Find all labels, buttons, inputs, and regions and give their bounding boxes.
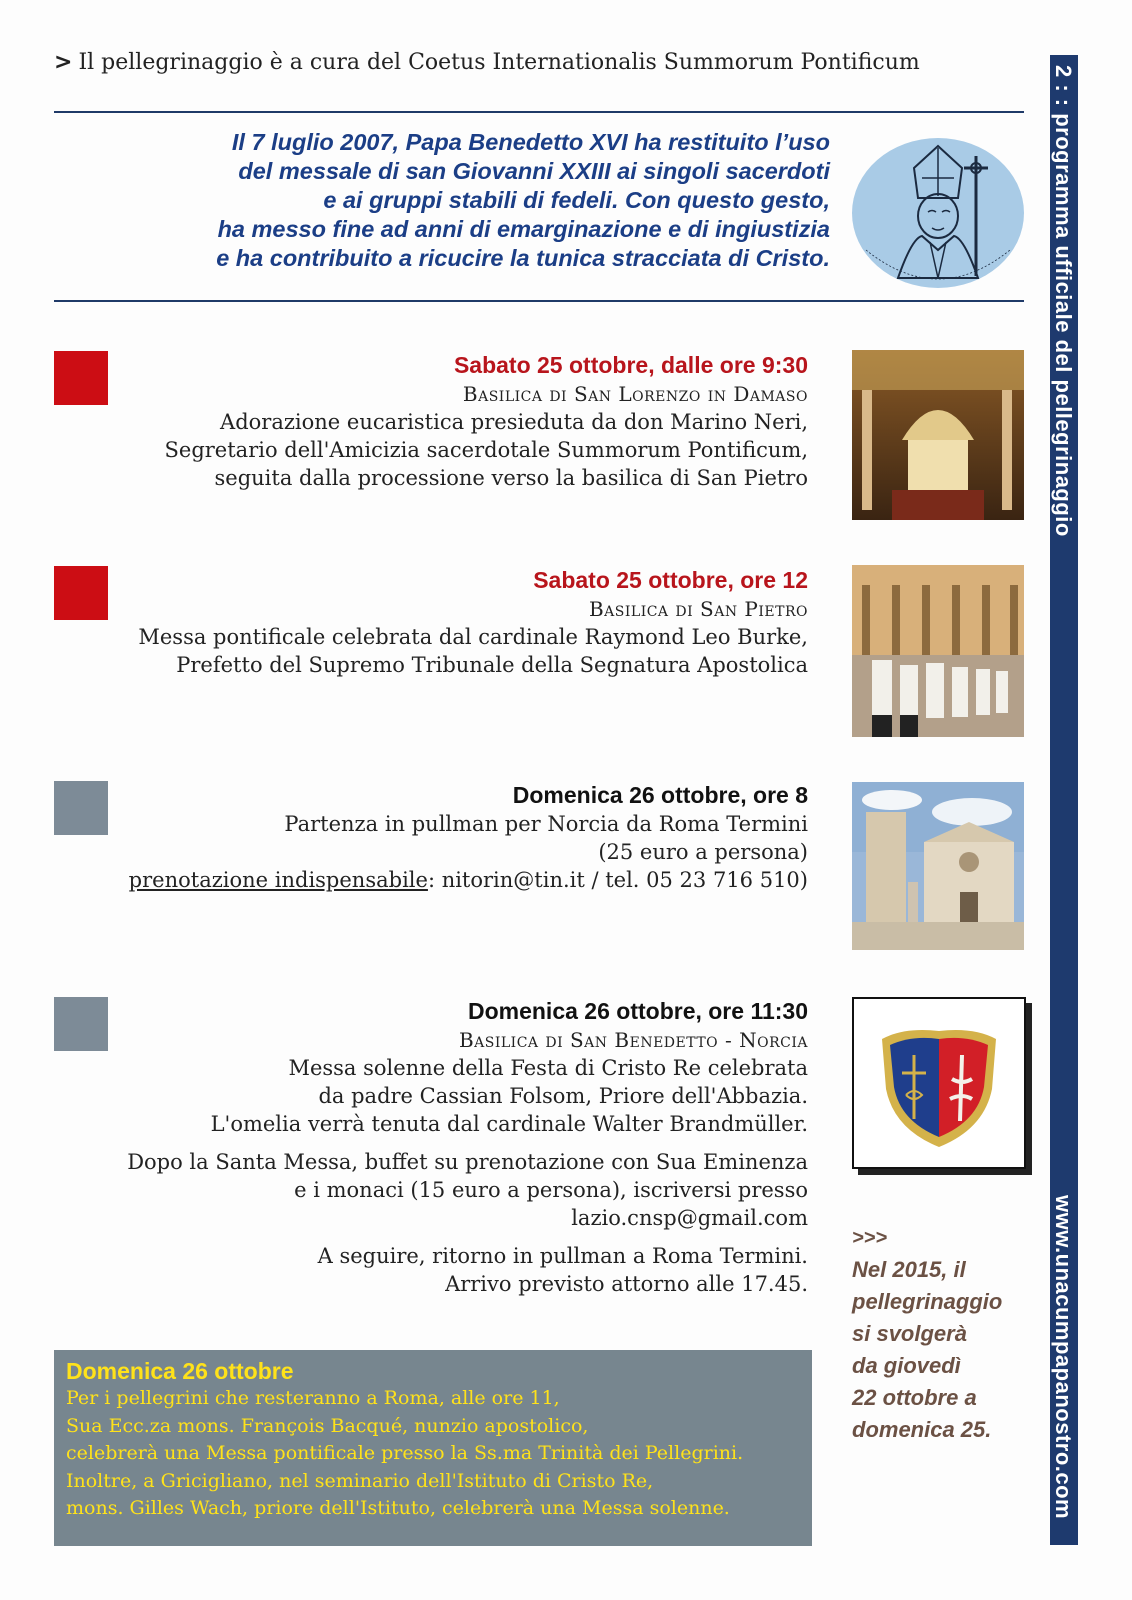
quote-line: del messale di san Giovanni XXIII ai singoli sacerdoti <box>238 158 830 184</box>
quote-line: e ai gruppi stabili di fedeli. Con questo gesto, <box>323 187 830 213</box>
event-line: Partenza in pullman per Norcia da Roma Termini <box>284 812 808 836</box>
event-heading: Sabato 25 ottobre, ore 12 <box>533 567 808 593</box>
event-marker-red <box>54 566 108 620</box>
event-line: Messa solenne della Festa di Cristo Re celebrata <box>288 1056 808 1080</box>
event-line: L'omelia verrà tenuta dal cardinale Walter Brandmüller. <box>210 1112 808 1136</box>
quote-line: ha messo fine ad anni di emarginazione e di ingiustizia <box>217 216 830 242</box>
intro-text: Il pellegrinaggio è a cura del Coetus Internationalis Summorum Pontificum <box>78 50 920 75</box>
event-line: e i monaci (15 euro a persona), iscriversi presso <box>294 1178 808 1202</box>
pope-medal-icon <box>852 138 1024 288</box>
note-line: pellegrinaggio <box>852 1289 1003 1314</box>
event-line: da padre Cassian Folsom, Priore dell'Abbazia. <box>318 1084 808 1108</box>
event-1 <box>165 350 808 492</box>
event-line: Arrivo previsto attorno alle 17.45. <box>445 1272 808 1296</box>
note-2015 <box>852 1222 1022 1446</box>
coat-of-arms-shield-icon <box>854 999 1024 1167</box>
box-line: celebrerà una Messa pontificale presso la Ss.ma Trinità dei Pellegrini. <box>66 1442 744 1464</box>
event-4 <box>127 996 808 1298</box>
box-title: Domenica 26 ottobre <box>66 1358 294 1384</box>
norcia-piazza-photo <box>852 782 1024 950</box>
note-line: si svolgerà <box>852 1321 967 1346</box>
event-3 <box>129 780 808 894</box>
quote-line: e ha contribuito a ricucire la tunica stracciata di Cristo. <box>216 245 830 271</box>
rome-info-box <box>54 1350 812 1546</box>
event-marker-red <box>54 351 108 405</box>
note-marker: >>> <box>852 1227 888 1249</box>
event-heading: Domenica 26 ottobre, ore 11:30 <box>467 998 808 1024</box>
event-marker-grey <box>54 997 108 1051</box>
intro-line <box>54 50 920 75</box>
coat-of-arms-frame <box>852 997 1026 1169</box>
event-line: Dopo la Santa Messa, buffet su prenotazione con Sua Eminenza <box>127 1150 808 1174</box>
sidebar-program-title: 2 : : programma ufficiale del pellegrinaggio <box>1051 65 1076 537</box>
event-heading: Sabato 25 ottobre, dalle ore 9:30 <box>453 352 808 378</box>
sidebar-band <box>1050 55 1078 1545</box>
event-marker-grey <box>54 781 108 835</box>
event-line: Adorazione eucaristica presieduta da don Marino Neri, <box>220 410 808 434</box>
event-venue: Basilica di San Lorenzo in Damaso <box>462 382 808 406</box>
note-line: da giovedì <box>852 1353 961 1378</box>
box-line: Inoltre, a Gricigliano, nel seminario dell'Istituto di Cristo Re, <box>66 1469 654 1492</box>
event-line: A seguire, ritorno in pullman a Roma Termini. <box>317 1244 808 1268</box>
quote-divider <box>54 300 1024 302</box>
event-booking <box>129 866 808 894</box>
note-line: 22 ottobre a <box>852 1385 977 1410</box>
note-line: domenica 25. <box>852 1417 992 1442</box>
box-line: Per i pellegrini che resteranno a Roma, alle ore 11, <box>66 1387 560 1409</box>
event-line: (25 euro a persona) <box>598 840 808 864</box>
event-venue: Basilica di San Pietro <box>588 597 808 621</box>
booking-contact: : nitorin@tin.it / tel. 05 23 716 510) <box>427 868 808 892</box>
event-venue: Basilica di San Benedetto - Norcia <box>458 1028 808 1052</box>
event-heading: Domenica 26 ottobre, ore 8 <box>512 782 808 808</box>
box-line: Sua Ecc.za mons. François Bacqué, nunzio apostolico, <box>66 1414 589 1437</box>
quote-line: Il 7 luglio 2007, Papa Benedetto XVI ha restituito l’uso <box>231 129 830 155</box>
intro-marker: > <box>54 50 73 75</box>
basilica-interior-photo <box>852 350 1024 520</box>
booking-label: prenotazione indispensabile <box>128 868 428 892</box>
note-line: Nel 2015, il <box>852 1257 966 1282</box>
procession-photo <box>852 565 1024 737</box>
event-2 <box>138 565 808 679</box>
event-email: lazio.cnsp@gmail.com <box>571 1206 808 1230</box>
top-divider <box>54 111 1024 113</box>
event-line: Segretario dell'Amicizia sacerdotale Summorum Pontificum, <box>164 438 808 462</box>
quote-block <box>60 128 830 273</box>
event-line: Messa pontificale celebrata dal cardinale Raymond Leo Burke, <box>138 625 808 649</box>
box-line: mons. Gilles Wach, priore dell'Istituto, celebrerà una Messa solenne. <box>66 1497 730 1519</box>
event-line: seguita dalla processione verso la basilica di San Pietro <box>214 466 808 490</box>
event-line: Prefetto del Supremo Tribunale della Segnatura Apostolica <box>176 653 808 677</box>
sidebar-website: www.unacumpapanostro.com <box>1051 1195 1076 1520</box>
